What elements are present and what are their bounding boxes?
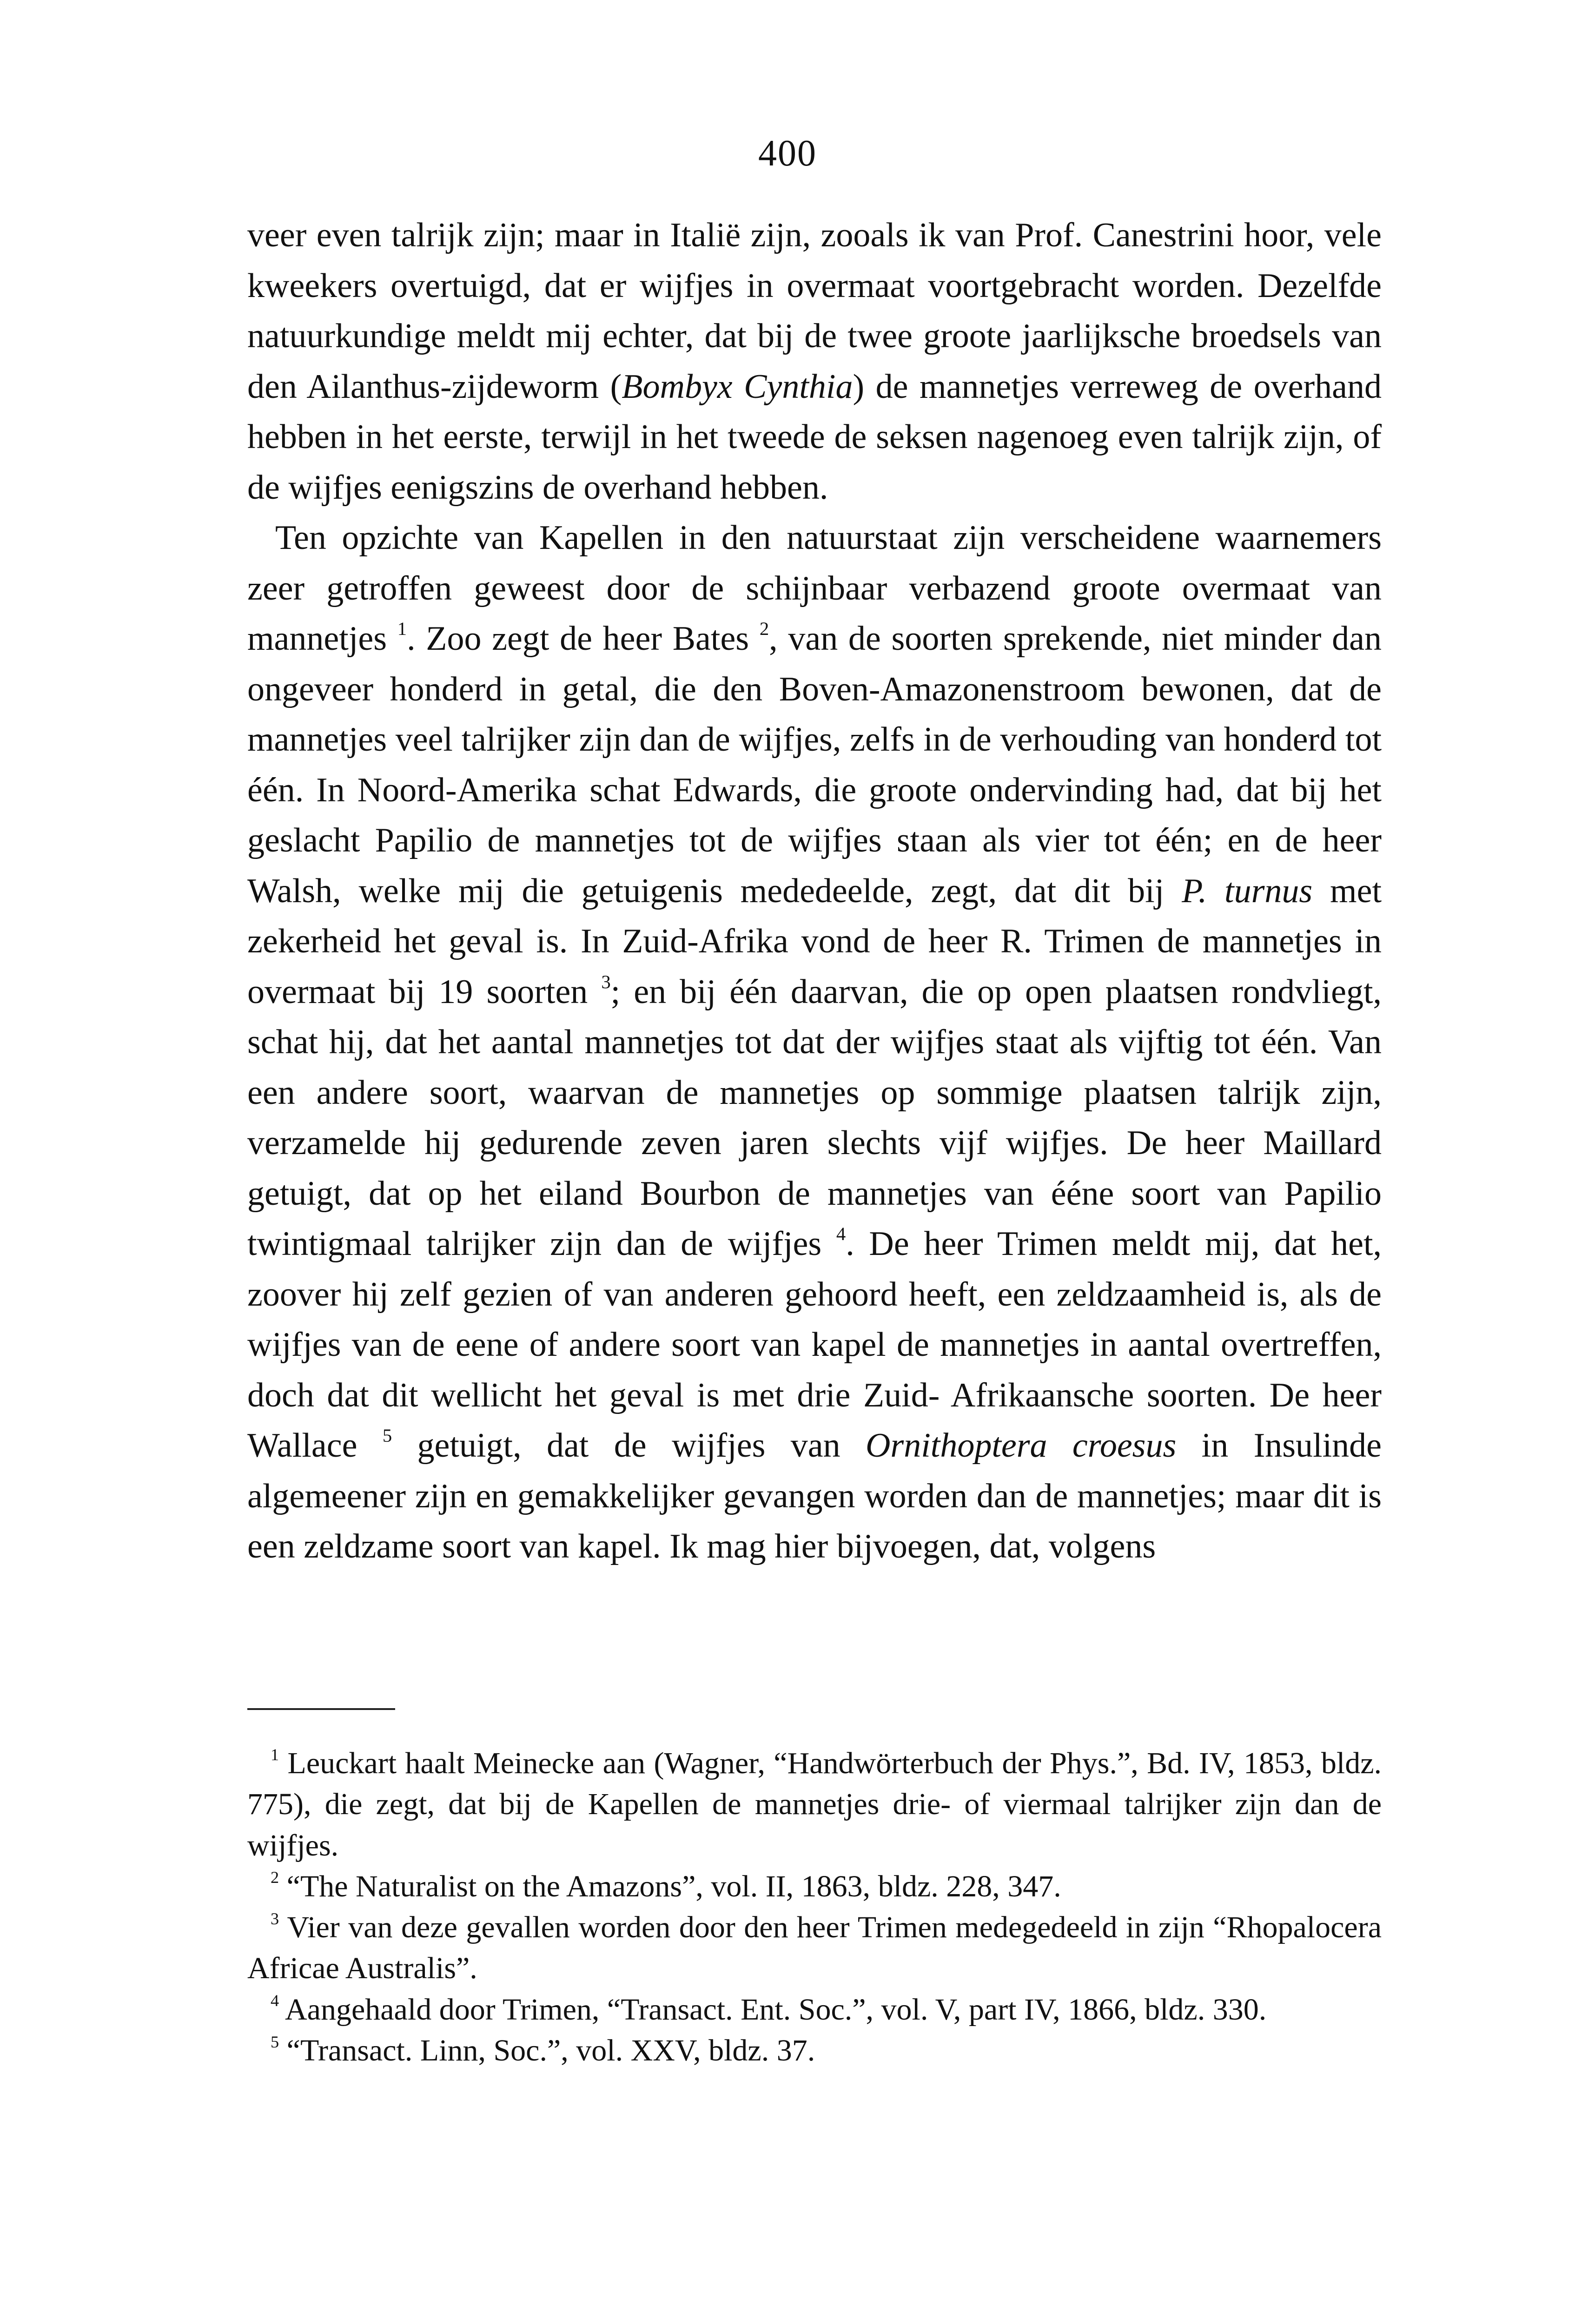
footnote-mark: 1: [271, 1745, 279, 1764]
footnote-ref-2: 2: [759, 618, 769, 640]
footnote-4: [247, 1989, 1382, 2030]
footnote-text: Leuckart haalt Meinecke aan (Wagner, “Handwörterbuch der Phys.”, Bd. IV, 1853, bldz. 775), die zegt, dat bij de Kapellen de mannetjes drie- of viermaal talrijker zijn dan de wijfjes.: [247, 1746, 1382, 1862]
page-number: 400: [758, 133, 817, 174]
paragraph-2-part-2: . Zoo zegt de heer Bates: [407, 620, 760, 658]
footnote-mark: 2: [271, 1868, 279, 1887]
footnote-divider: [247, 1708, 395, 1710]
footnote-text: Vier van deze gevallen worden door den heer Trimen medegedeeld in zijn “Rhopalocera Africae Australis”.: [247, 1910, 1382, 1986]
footnote-text: Aangehaald door Trimen, “Transact. Ent. Soc.”, vol. V, part IV, 1866, bldz. 330.: [285, 1992, 1267, 2027]
paragraph-2-part-4: met zekerheid het geval is. In Zuid-Afrika vond de heer R. Trimen de mannetjes in overmaat bij 19 soorten: [247, 872, 1382, 1011]
paragraph-2-part-5: ; en bij één daarvan, die op open plaatsen rondvliegt, schat hij, dat het aantal mannetjes tot dat der wijfjes staat als vijftig tot één. Van een andere soort, waarvan de mannetjes op sommige plaatsen talrijk zijn, verzamelde hij gedurende zeven jaren slechts vijf wijfjes. De heer Maillard getuigt, dat op het eiland Bourbon de mannetjes van ééne soort van Papilio twintigmaal talrijker zijn dan de wijfjes: [247, 972, 1382, 1263]
paragraph-2-part-6: . De heer Trimen meldt mij, dat het, zoover hij zelf gezien of van anderen gehoord heeft, een zeldzaamheid is, als de wijfjes van de eene of andere soort van kapel de mannetjes in aantal overtreffen, doch dat dit wellicht het geval is met drie Zuid- Afrikaansche soorten. De heer Wallace: [247, 1225, 1382, 1465]
footnote-1: [247, 1743, 1382, 1866]
footnote-text: “Transact. Linn, Soc.”, vol. XXV, bldz. 37.: [286, 2034, 815, 2068]
species-name-ornithoptera: Ornithoptera croesus: [865, 1426, 1177, 1465]
footnote-text: “The Naturalist on the Amazons”, vol. II, 1863, bldz. 228, 347.: [286, 1869, 1061, 1903]
main-text: [247, 210, 1382, 1572]
paragraph-1-part-1: veer even talrijk zijn; maar in Italië zijn, zooals ik van Prof. Canestrini hoor, vele kweekers overtuigd, dat er wijfjes in overmaat voortgebracht worden. Dezelfde natuurkundige meldt mij echter, dat bij de twee groote jaarlijksche broedsels van den Ailanthus-zijdeworm (: [247, 216, 1382, 406]
paragraph-1: [247, 210, 1382, 513]
footnote-5: [247, 2030, 1382, 2071]
paragraph-2-part-3: , van de soorten sprekende, niet minder dan ongeveer honderd in getal, die den Boven-Amazonenstroom bewonen, dat de mannetjes veel talrijker zijn dan de wijfjes, zelfs in de verhouding van honderd tot één. In Noord-Amerika schat Edwards, die groote ondervinding had, dat bij het geslacht Papilio de mannetjes tot de wijfjes staan als vier tot één; en de heer Walsh, welke mij die getuigenis mededeelde, zegt, dat dit bij: [247, 620, 1382, 910]
paragraph-2-part-1: Ten opzichte van Kapellen in den natuurstaat zijn verscheidene waarnemers zeer getroffen geweest door de schijnbaar verbazend groote overmaat van mannetjes: [247, 519, 1382, 658]
paragraph-2: [247, 513, 1382, 1572]
paragraph-1-part-2: ) de mannetjes verreweg de overhand hebben in het eerste, terwijl in het tweede de seksen nagenoeg even talrijk zijn, of de wijfjes eenigszins de overhand hebben.: [247, 367, 1382, 507]
footnote-mark: 3: [271, 1909, 279, 1928]
species-name-turnus: P. turnus: [1182, 872, 1313, 910]
paragraph-2-part-8: in Insulinde algemeener zijn en gemakkelijker gevangen worden dan de mannetjes; maar dit is een zeldzame soort van kapel. Ik mag hier bijvoegen, dat, volgens: [247, 1426, 1382, 1565]
paragraph-2-part-7: getuigt, dat de wijfjes van: [392, 1426, 866, 1465]
footnote-2: [247, 1866, 1382, 1907]
footnote-mark: 4: [271, 1991, 279, 2010]
footnote-ref-3: 3: [601, 971, 611, 992]
footnote-ref-4: 4: [836, 1223, 846, 1245]
footnotes: [247, 1743, 1382, 2071]
footnote-mark: 5: [271, 2032, 279, 2051]
species-name-bombyx: Bombyx Cynthia: [622, 367, 853, 406]
footnote-3: [247, 1907, 1382, 1989]
footnote-ref-1: 1: [397, 618, 407, 640]
footnote-ref-5: 5: [382, 1425, 392, 1446]
